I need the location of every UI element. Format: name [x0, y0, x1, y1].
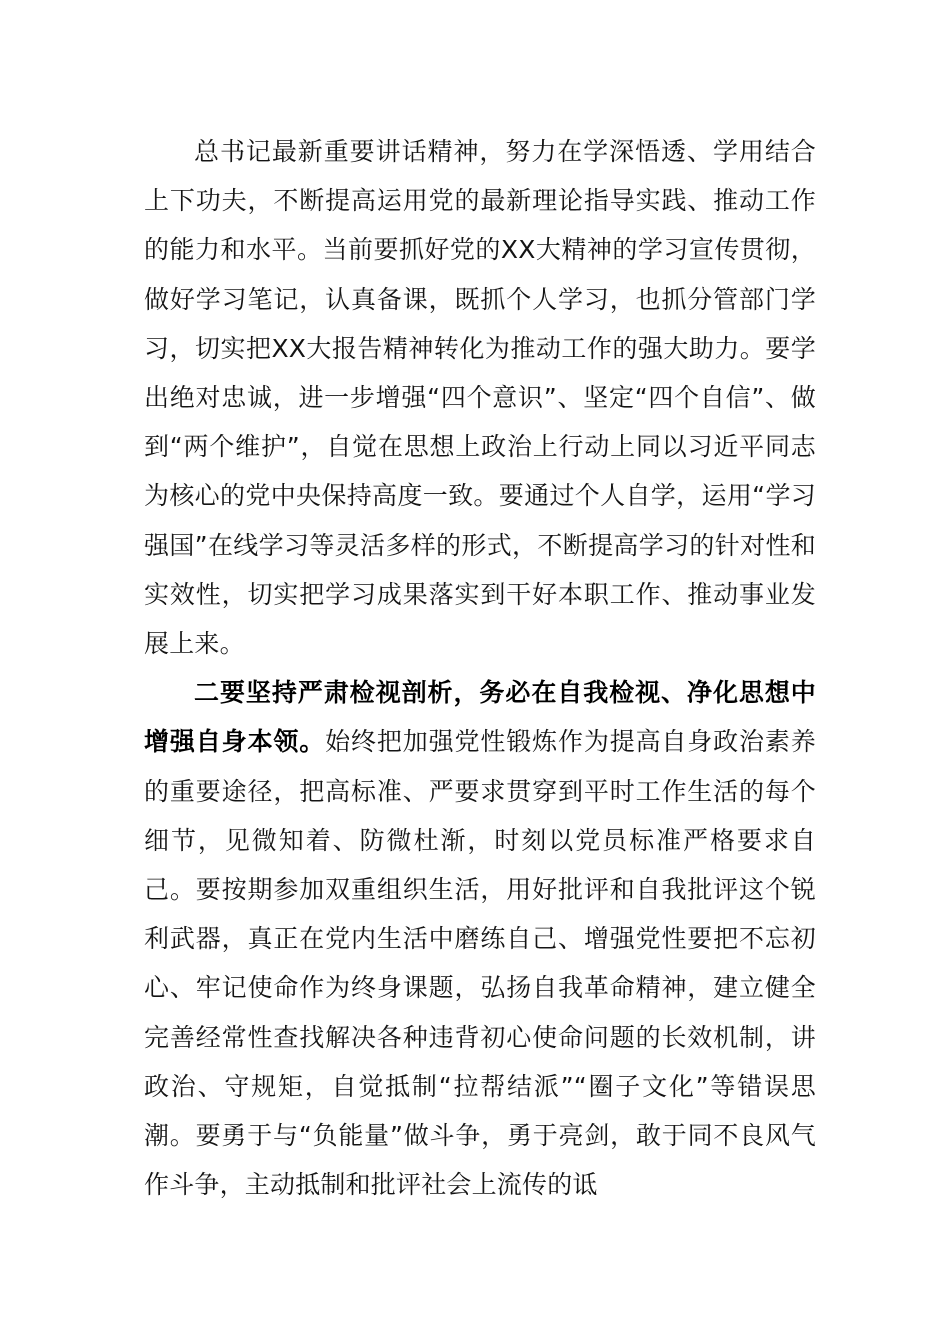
paragraph-2	[144, 668, 816, 1209]
paragraph-2-text: 始终把加强党性锻炼作为提高自身政治素养的重要途径，把高标准、严要求贯穿到平时工作生活的每个细节，见微知着、防微杜渐，时刻以党员标准严格要求自己。要按期参加双重组织生活，用好批评和自我批评这个锐利武器，真正在党内生活中磨练自己、增强党性要把不忘初心、牢记使命作为终身课题，弘扬自我革命精神，建立健全完善经常性查找解决各种违背初心使命问题的长效机制，讲政治、守规矩，自觉抵制“拉帮结派”“圈子文化”等错误思潮。要勇于与“负能量”做斗争，勇于亮剑，敢于同不良风气作斗争，主动抵制和批评社会上流传的诋	[144, 727, 816, 1200]
document-body	[144, 127, 816, 1209]
paragraph-1	[144, 127, 816, 668]
paragraph-1-text: 总书记最新重要讲话精神，努力在学深悟透、学用结合上下功夫，不断提高运用党的最新理论指导实践、推动工作的能力和水平。当前要抓好党的XX大精神的学习宣传贯彻，做好学习笔记，认真备课，既抓个人学习，也抓分管部门学习，切实把XX大报告精神转化为推动工作的强大助力。要学出绝对忠诚，进一步增强“四个意识”、坚定“四个自信”、做到“两个维护”，自觉在思想上政治上行动上同以习近平同志为核心的党中央保持高度一致。要通过个人自学，运用“学习强国”在线学习等灵活多样的形式，不断提高学习的针对性和实效性，切实把学习成果落实到干好本职工作、推动事业发展上来。	[144, 137, 816, 659]
paragraph-2-lead: 二要坚持严肃检视剖析，务必在自我检视、净化思想中增强自身本领。	[144, 678, 816, 757]
